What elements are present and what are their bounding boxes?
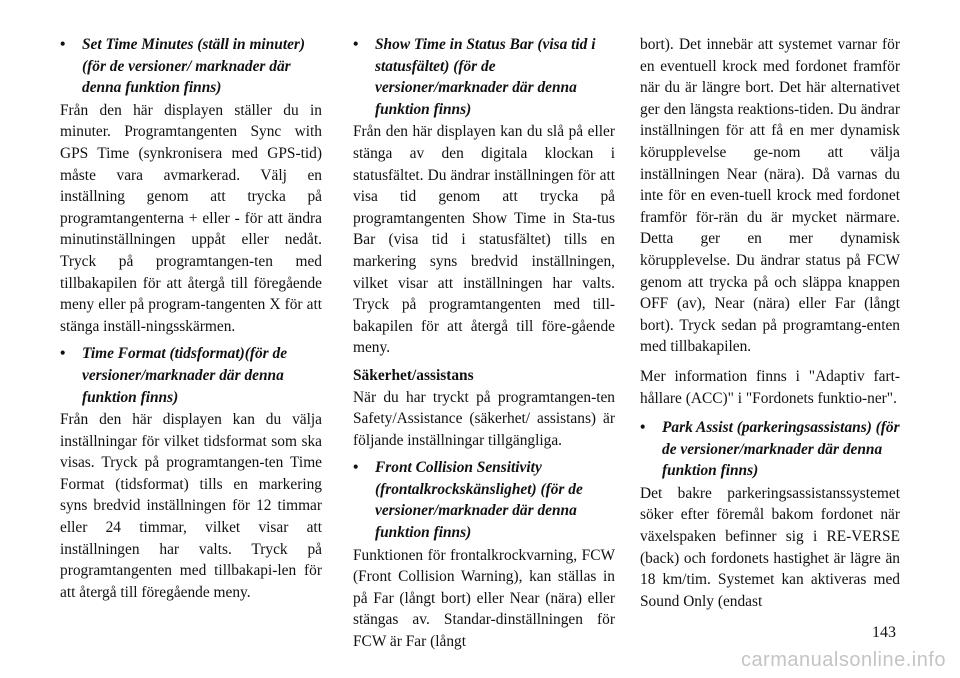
paragraph-safety-intro: När du har tryckt på programtangen-ten Safety/Assistance (säkerhet/ assistans) är följande inställningar tillgängliga. xyxy=(353,388,615,449)
bullet-text: Time Format (tidsformat)(för de versioner/marknader där denna funktion finns) xyxy=(82,345,288,406)
paragraph-show-time: Från den här displayen kan du slå på eller stänga av den digitala klockan i statusfältet. Du ändrar inställningen för att visa tid genom att trycka på programtangenten Show Time in Sta-tus Bar (visa tid i statusfältet) tills en markering syns bredvid inställningen, vilket visar att inställningen har valts. Tryck på programtangenten med till-bakapilen för att återgå till före-gående meny. xyxy=(353,123,615,357)
column-middle xyxy=(353,34,615,659)
bullet-dot: • xyxy=(60,36,66,53)
paragraph-park-assist: Det bakre parkeringsassistanssystemet söker efter föremål bakom fordonet när växelspaken befinner sig i RE-VERSE (back) och fordonets hastighet är lägre än 18 km/tim. Systemet kan aktiveras med Sound Only (endast xyxy=(640,484,900,610)
paragraph-time-format: Från den här displayen kan du välja inställningar för vilket tidsformat som ska visas. Tryck på programtangen-ten Time Format (tidsformat) tills en markering syns bredvid inställningen för 12 timmar eller 24 timmar, vilket visar att inställningen har valts. Tryck på programtangenten med tillbakapi-len för att återgå till föregående meny. xyxy=(60,411,322,601)
bullet-text: Park Assist (parkeringsassistans) (för de versioner/marknader där denna funktion finns) xyxy=(662,419,900,480)
bullet-dot: • xyxy=(60,345,66,363)
watermark: carmanualsonline.info xyxy=(740,649,946,671)
bullet-dot: • xyxy=(640,419,646,437)
page-number: 143 xyxy=(872,624,896,641)
section-heading-safety: Säkerhet/assistans xyxy=(353,366,474,384)
column-right xyxy=(640,34,900,618)
paragraph-fcw-continued: bort). Det innebär att systemet varnar för en eventuell krock med fordonet framför när du är längre bort. Det här alternativet ger den längsta reaktions-tiden. Du ändrar inställningen för att få en mer dynamisk körupplevelse ge-nom att välja inställningen Near (nära). Då varnas du inte för en even-tuell krock med fordonet framför för-rän du är mycket närmare. Detta ger en mer dynamisk körupplevelse. Du ändrar status på FCW genom att trycka på och släppa knappen OFF (av), Near (nära) eller Far (långt bort). Tryck sedan på programtang-enten med tillbakapilen. xyxy=(640,36,900,356)
bullet-text: Set Time Minutes (ställ in minuter)(för de versioner/ marknader där denna funktion finns) xyxy=(82,36,306,97)
bullet-front-collision-sensitivity xyxy=(353,457,615,543)
bullet-time-format xyxy=(60,343,322,408)
paragraph-set-time-minutes: Från den här displayen ställer du in minuter. Programtangenten Sync with GPS Time (synkronisera med GPS-tid) måste vara avmarkerad. Välj en inställning genom att trycka på programtangenterna + eller - för att ändra minutinställningen uppåt eller nedåt. Tryck på programtangen-ten med tillbakapilen för att återgå till föregående meny eller på program-tangenten X för att stänga inställ-ningsskärmen. xyxy=(60,101,322,335)
bullet-text: Show Time in Status Bar (visa tid i statusfältet) (för de versioner/marknader där denna funktion finns) xyxy=(375,36,596,118)
column-left xyxy=(60,34,322,609)
paragraph-fcw: Funktionen för frontalkrockvarning, FCW (Front Collision Warning), kan ställas in på Far (långt bort) eller Near (nära) eller stängas av. Standar-dinställningen för FCW är Far (långt xyxy=(353,546,615,651)
bullet-text: Front Collision Sensitivity (frontalkrockskänslighet) (för de versioner/marknader där denna funktion finns) xyxy=(375,459,583,542)
bullet-dot: • xyxy=(353,459,359,477)
bullet-park-assist xyxy=(640,417,900,482)
bullet-show-time-status-bar xyxy=(353,34,615,120)
paragraph-more-info: Mer information finns i "Adaptiv fart-hållare (ACC)" i "Fordonets funktio-ner". xyxy=(640,367,900,407)
bullet-set-time-minutes xyxy=(60,34,322,99)
bullet-dot: • xyxy=(353,36,359,53)
